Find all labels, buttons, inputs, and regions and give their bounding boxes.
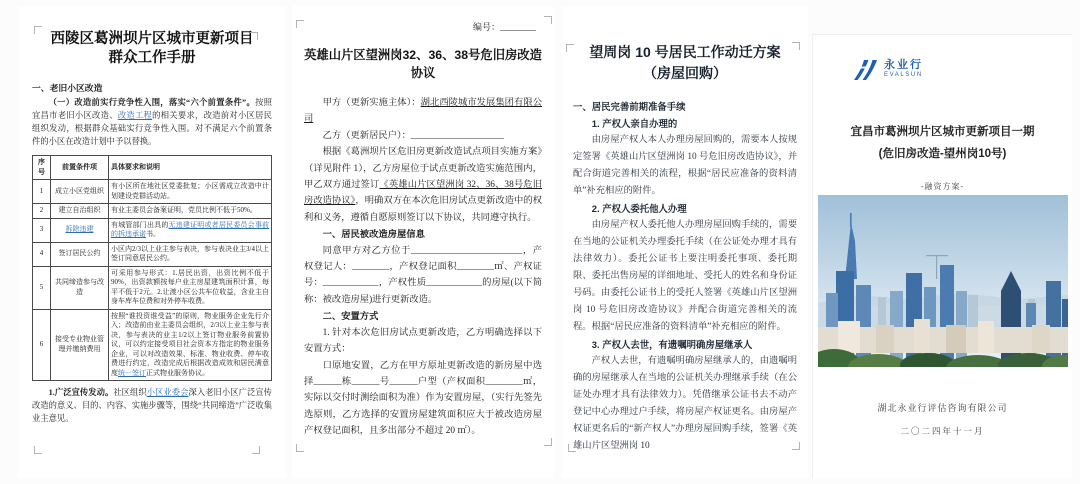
row3-desc xyxy=(109,218,272,242)
doc2-party-b-blank: ____________________ xyxy=(410,130,504,141)
table-row xyxy=(33,242,272,266)
doc3-item1-heading: 1. 产权人亲自办理的 xyxy=(591,118,678,129)
doc1-para2-text2: 深入老旧小区广泛宣传改造的意义、目的、内容、实施步骤等，围绕“共同缔造”广泛收集业主意见。 xyxy=(32,388,272,423)
row6-desc-link[interactable]: 统一签订 xyxy=(118,368,146,377)
table-header-item: 前置条件项 xyxy=(51,156,109,180)
page-financing-cover xyxy=(812,34,1072,478)
city-skyline-illustration xyxy=(818,195,1068,367)
doc1-paragraph-1 xyxy=(32,96,272,148)
row3-item-link[interactable]: 拆除违建 xyxy=(65,225,94,234)
page-corner-mark xyxy=(792,42,800,50)
doc3-item2-body: 由房屋产权人委托他人办理房屋回购手续的，需要在当地的公证机关办理委托手续（在公证处办理才具有法律效力）。委托公证书上要注明委托事项、委托期限、委托出售房屋的详细地址、受托人的姓名和身份证号码。由委托公证书上的受托人签署《英雄山片区望洲岗 10 号危旧房改造协议》并配合街道完善相关的流程。根据“居民应准备的资料清单”补充相应的附件。 xyxy=(573,220,797,332)
page-corner-mark xyxy=(544,16,552,24)
doc2-party-a-value: 湖北西陵城市发展集团有限公司 xyxy=(304,98,542,125)
doc2-intro-text2: ，明确双方在本次危旧房试点更新改造中的权利和义务，遵循自愿原则签订以下协议，共同遵守执行。 xyxy=(304,196,542,223)
doc3-section-heading: 一、居民完善前期准备手续 xyxy=(573,101,686,112)
table-row xyxy=(33,204,272,219)
table-row xyxy=(33,218,272,242)
doc2-section1-body: 同意甲方对乙方位于________________________，产权登记人：________，产权登记面积________㎡、产权证号：____________，产权性质____________的房屋(以下简称：被改造房屋)进行更新改造。 xyxy=(304,245,542,305)
row4-item: 签订居民公约 xyxy=(51,242,109,266)
doc3-title-line1: 望周岗 10 号居民工作动迁方案 xyxy=(589,44,781,60)
doc2-party-b-label: 乙方（更新居民户）： xyxy=(322,130,411,141)
page-relocation-plan xyxy=(562,6,808,478)
logo-company-subtext: EVALSUN xyxy=(884,72,923,78)
row5-item: 共同缔造参与改造 xyxy=(51,266,109,309)
table-header-num: 序号 xyxy=(33,156,51,180)
row5-num: 5 xyxy=(33,266,51,309)
page-corner-mark xyxy=(568,444,576,452)
page-corner-mark xyxy=(792,442,800,450)
logo-company-name: 永业行 xyxy=(884,59,923,71)
cover-company-name: 湖北永业行评估咨询有限公司 xyxy=(877,403,1008,413)
doc2-party-a-line xyxy=(304,95,542,128)
row2-desc: 有业主委员会备案证明，党员比例不低于50%。 xyxy=(109,204,272,219)
doc2-number-line xyxy=(304,20,542,33)
doc3-item3-heading: 3. 产权人去世，有遗嘱明确房屋继承人 xyxy=(591,339,753,350)
doc1-title-line2: 群众工作手册 xyxy=(108,50,196,66)
row1-item: 成立小区党组织 xyxy=(51,180,109,204)
row1-desc: 有小区所在地社区党委批复；小区需成立改造中计划建设党群活动站。 xyxy=(109,180,272,204)
page-corner-mark xyxy=(250,32,258,40)
row4-desc: 小区内2/3以上业主参与表决，参与表决业主3/4以上签订同意居民公约。 xyxy=(109,242,272,266)
row6-item: 接受专业物业管理并缴纳费用 xyxy=(51,309,109,381)
doc2-party-b-line xyxy=(304,128,542,144)
doc1-para2-text: 社区组织 xyxy=(113,388,147,397)
table-row xyxy=(33,309,272,381)
table-header-desc: 具体要求和说明 xyxy=(109,156,272,180)
doc1-para1-bold: （一）改造前实行竞争性入围，落实“六个前置条件”。 xyxy=(48,98,256,107)
row3-num: 3 xyxy=(33,218,51,242)
doc2-section1-heading: 一、居民被改造房屋信息 xyxy=(322,229,425,240)
page-corner-mark xyxy=(252,446,260,454)
table-row xyxy=(33,180,272,204)
doc2-title: 英雄山片区望洲岗32、36、38号危旧房改造协议 xyxy=(304,48,542,80)
row3-desc-link[interactable]: 无违建证明或者居民委员会事前的拆违承诺 xyxy=(111,220,270,238)
preconditions-table xyxy=(32,155,272,381)
page-corner-mark xyxy=(566,44,574,52)
cover-title-line2: (危旧房改造-望州岗10号) xyxy=(878,148,1007,160)
doc1-paragraph-2 xyxy=(32,386,272,425)
doc3-item3-body: 产权人去世，有遗嘱明确房屋继承人的，由遗嘱明确的房屋继承人在当地的公证机关办理继承手续（在公证处办理才具有法律效力）。凭借继承公证书去不动产登记中心办理过户手续，将房屋产权证更名。由房屋产权证更名后的“新产权人”办理房屋回购手续，签署《英雄山片区望洲岗 10 xyxy=(573,356,797,451)
doc2-party-a-label: 甲方（更新实施主体）： xyxy=(322,98,421,108)
page-community-work-manual xyxy=(18,6,286,478)
company-logo xyxy=(853,59,923,81)
doc3-item1-body: 由房屋产权人本人办理房屋回购的，需要本人按规定签署《英雄山片区望洲岗 10 号危旧房改造协议》，并配合街道完善相关的流程，根据“居民应准备的资料清单”补充相应的附件。 xyxy=(573,135,797,196)
page-corner-mark xyxy=(544,438,552,446)
doc1-para1-text: 按照宜昌市老旧小区改造、 xyxy=(32,98,272,120)
row4-num: 4 xyxy=(33,242,51,266)
page-corner-mark xyxy=(34,26,42,34)
doc3-item2-heading: 2. 产权人委托他人办理 xyxy=(591,203,687,214)
row3-item xyxy=(51,218,109,242)
cover-subtitle: -融资方案- xyxy=(920,182,965,191)
cover-date: 二〇二四年十一月 xyxy=(900,426,985,436)
page-corner-mark xyxy=(296,20,304,28)
evalsun-logo-icon xyxy=(853,59,879,81)
doc2-number-blank: ________ xyxy=(500,22,536,32)
row1-num: 1 xyxy=(33,180,51,204)
doc3-title-line2: （房屋回购） xyxy=(643,65,727,81)
doc2-section2-item1: 1. 针对本次危旧房试点更新改造，乙方明确选择以下安置方式： xyxy=(304,327,542,355)
page-corner-mark xyxy=(34,446,42,454)
doc2-section2-item2: 口原地安置，乙方在甲方原址更新改造的新房屋中选择______栋______号______户型（产权面积________㎡，实际以交付时测绘面积为准）作为安置房屋，（实行先签先选原则，乙方选择的安置房屋建筑面积应大于被改造房屋产权登记面积，且多出部分不超过 20 ㎡）。 xyxy=(304,360,542,437)
logo-text-block xyxy=(884,59,923,79)
doc1-para1-text2: 的相关要求，改造前对小区居民组织发动，根据群众基础实行竞争性入围。对不满足六个前置条件的小区在改造计划中予以替换。 xyxy=(32,111,272,146)
row6-num: 6 xyxy=(33,309,51,381)
doc2-intro-paragraph xyxy=(304,144,542,226)
city-skyline-image xyxy=(818,195,1068,367)
table-header-row xyxy=(33,156,272,180)
table-row xyxy=(33,266,272,309)
row6-desc-text: 按照“谁投资谁受益”的原则，物业服务企业先行介入；改造前由业主委员会组织，2/3以上业主参与表决，参与表决的业主1/2以上签订物业服务前置协议，可以约定接受项目社会资本方指定的物业服务企业，可以对改造效果、标准、物业收费、停车收费进行约定，改造完成后根据改造成效和居民满意度 xyxy=(111,311,269,377)
page-renovation-agreement xyxy=(292,6,554,478)
doc1-para2-link[interactable]: 小区业委会 xyxy=(146,388,189,397)
doc1-section-heading: 一、老旧小区改造 xyxy=(32,83,103,93)
row3-desc-text: 有城管部门出具的 xyxy=(111,220,169,229)
row2-num: 2 xyxy=(33,204,51,219)
doc1-para1-link[interactable]: 改造工程 xyxy=(117,111,153,120)
doc1-para2-bold: 1.广泛宣传发动。 xyxy=(48,388,114,397)
row6-desc xyxy=(109,309,272,381)
row5-desc: 可采用参与形式：1.居民出资，出资比例不低于90%，出资款额按每户业主房屋建筑面积计算，每平不低于2元。2.让渡小区公共车位收益，含业主自身车库车位费和对外停车收费。 xyxy=(109,266,272,309)
doc2-intro-text: 根据《葛洲坝片区危旧房更新改造试点项目实施方案》（详见附件 1），乙方房屋位于试点更新改造实施范围内，甲乙双方通过签订 xyxy=(304,147,542,191)
cover-title-line1: 宜昌市葛洲坝片区城市更新项目一期 xyxy=(850,126,1035,138)
doc2-number-label: 编号： xyxy=(472,22,500,32)
row3-desc-text2: 书。 xyxy=(146,230,160,238)
doc1-title-line1: 西陵区葛洲坝片区城市更新项目 xyxy=(50,31,254,47)
doc2-intro-agreement-ref: 《英雄山片区望洲岗 32、36、38号危旧房改造协议》 xyxy=(304,180,542,207)
doc2-section2-heading: 二、安置方式 xyxy=(322,311,379,322)
row2-item: 建立自治组织 xyxy=(51,204,109,219)
row6-desc-text2: 正式物业服务协议。 xyxy=(146,368,209,377)
page-corner-mark xyxy=(296,444,304,452)
